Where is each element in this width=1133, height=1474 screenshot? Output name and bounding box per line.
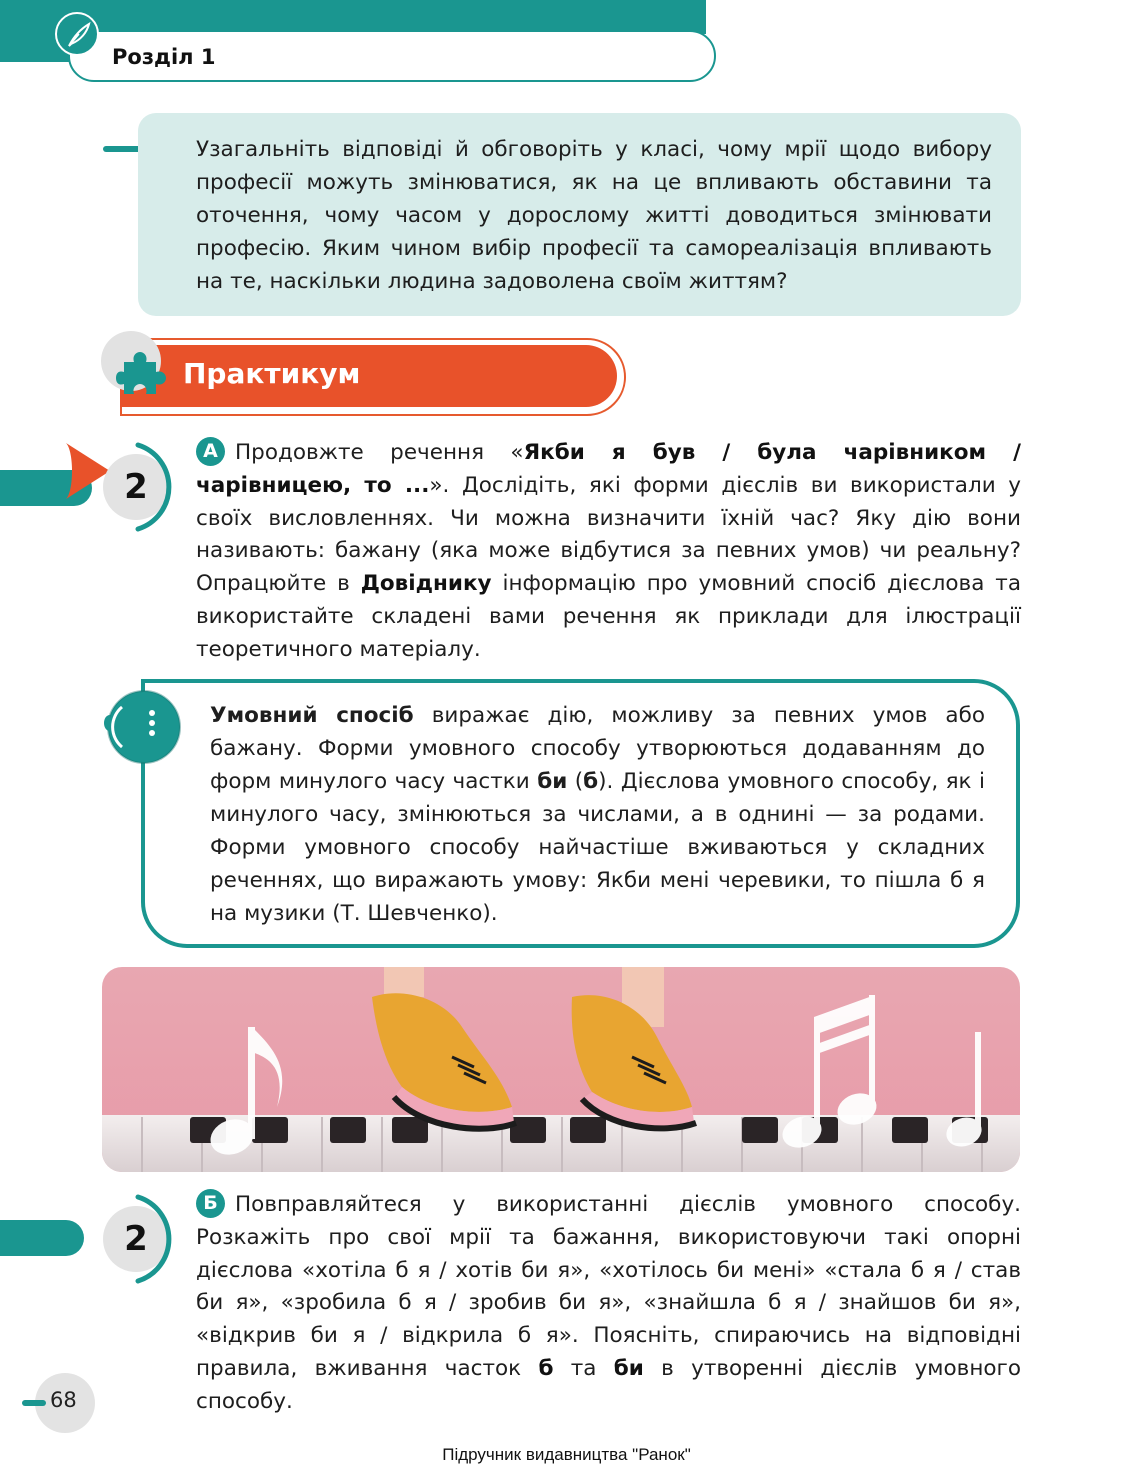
task-a-letter-badge: А bbox=[196, 437, 225, 466]
task-b-letter-badge: Б bbox=[196, 1189, 225, 1218]
practicum-title: Практикум bbox=[183, 357, 361, 390]
task-a-text-2: ». Дослідіть, які форми дієслів ви використали у своїх висловленнях. Чи можна визначити їхній час? Яку дію вони називають: бажану (яка може відбутися за певних умов) чи реальну? Опрацюйте в bbox=[196, 472, 1021, 597]
task-a-text-3: інформацію про умовний спосіб дієслова та використайте складені вами речення як приклади для ілюстрації теоретичного матеріалу. bbox=[196, 571, 1021, 662]
rule-text-1: виражає дію, можливу за певних умов або бажану. Форми умовного способу утворюються додаванням до форм минулого часу частки bbox=[210, 703, 985, 794]
info-puzzle-icon bbox=[100, 685, 184, 769]
piano-shoes-photo bbox=[102, 967, 1020, 1172]
task-b-text-1: Повправляйтеся у використанні дієслів умовного способу. Розкажіть про свої мрії та бажання, використовуючи такі опорні дієслова «хотіла б я / хотів би я», «хотілось би мені» «стала б я / став би я», «зробила б я / зробив би я», «знайшла б я / знайшов би я», «відкрив би я / відкрила б я». Поясніть, спираючись на відповідні правила, вживання часток bbox=[196, 1192, 1021, 1381]
rule-bold-2: би bbox=[537, 769, 568, 794]
chapter-title: Розділ 1 bbox=[112, 45, 216, 69]
rule-bold-1: Умовний спосіб bbox=[210, 703, 414, 728]
task-a-text bbox=[196, 437, 1021, 667]
task-b-text-3: в утворенні дієслів умовного способу. bbox=[196, 1355, 1021, 1414]
task-a-text-1: Продовжте речення « bbox=[235, 440, 524, 465]
task-b-bold-1: б bbox=[538, 1355, 554, 1381]
header-band bbox=[0, 0, 706, 34]
task-b-bold-2: би bbox=[613, 1355, 644, 1381]
rule-bold-3: б bbox=[583, 769, 599, 794]
discussion-text: Узагальніть відповіді й обговоріть у класі, чому мрії щодо вибору професії можуть змінюватися, як на це впливають обставини та оточення, чому часом у дорослому житті доводиться змінювати професію. Яким чином вибір професії та самореалізація впливають на те, наскільки людина задоволена своїм життям? bbox=[196, 137, 992, 294]
rule-text bbox=[210, 699, 985, 930]
task-a-bold-1: Якби я був / була чарівником / чарівницею, то ... bbox=[196, 440, 1021, 498]
rule-text-2: ( bbox=[567, 769, 584, 794]
task-b-text-2: та bbox=[553, 1355, 614, 1381]
feather-logo-icon bbox=[55, 12, 99, 56]
page-number: 68 bbox=[50, 1388, 77, 1412]
task-a-number: 2 bbox=[124, 467, 148, 507]
page-number-dash bbox=[22, 1400, 46, 1406]
rule-text-3: ). Дієслова умовного способу, як і минулого часу, змінюються за числами, а в однині — за родами. Форми умовного способу найчастіше вживаються у складних реченнях, що виражають умову: Якби мені черевики, то пішла б я на музики (Т. Шевченко). bbox=[210, 769, 985, 926]
task-b-bar bbox=[0, 1220, 84, 1256]
task-b-number: 2 bbox=[124, 1219, 148, 1259]
task-a-bold-2: Довіднику bbox=[360, 571, 492, 597]
task-b-text bbox=[196, 1189, 1021, 1419]
publisher-credit: Підручник видавництва "Ранок" bbox=[442, 1445, 691, 1464]
puzzle-icon bbox=[116, 348, 168, 398]
